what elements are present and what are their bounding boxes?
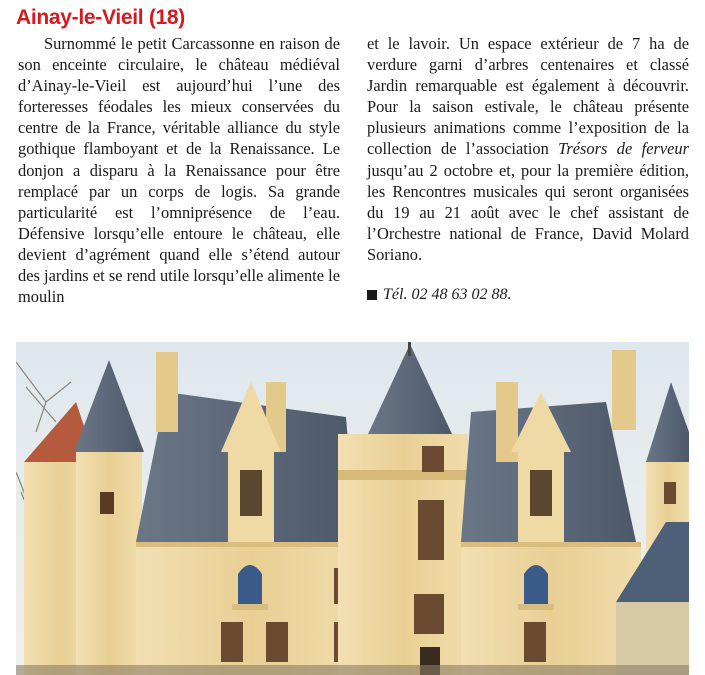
paragraph-right [367, 33, 689, 265]
chateau-illustration [16, 342, 689, 675]
paragraph-left: Surnommé le petit Carcassonne en raison de son enceinte circulaire, le château médiéval d’Ainay-le-Vieil est aujourd’hui l’une des forteresses féodales les mieux conservées du centre de la France, véritable alliance du style gothique flamboyant et de la Renaissance. Le donjon a disparu à la Renaissance pour être remplacé par un corps de logis. Sa grande particularité est l’omniprésence de l’eau. Défensive lorsqu’elle entoure le château, elle devient d’agrément quand elle s’étend autour des jardins et se rend utile lorsqu’elle alimente le moulin [18, 34, 340, 307]
exhibition-title: Trésors de ferveur [558, 139, 689, 159]
chateau-photo [16, 342, 689, 675]
left-tower [76, 452, 142, 675]
article-column-right [367, 33, 689, 265]
phone-line [367, 286, 511, 304]
paragraph-right-text-b: jusqu’au 2 octobre et, pour la première édition, les Rencontres musicales qui seront organisées du 19 au 21 août avec le chef assistant de l’Orchestre national de France, David Molard Soriano. [367, 160, 689, 264]
phone-number: Tél. 02 48 63 02 88. [383, 286, 512, 303]
bullet-square-icon [367, 290, 377, 300]
paragraph-right-text-a: et le lavoir. Un espace extérieur de 7 ha de verdure garni d’arbres centenaires et classé Jardin remarquable est également à découvrir. Pour la saison estivale, le château présente plusieurs animations comme l’exposition de la collection de l’association [367, 34, 689, 159]
article-column-left [18, 33, 340, 307]
article-title: Ainay-le-Vieil (18) [16, 6, 185, 29]
